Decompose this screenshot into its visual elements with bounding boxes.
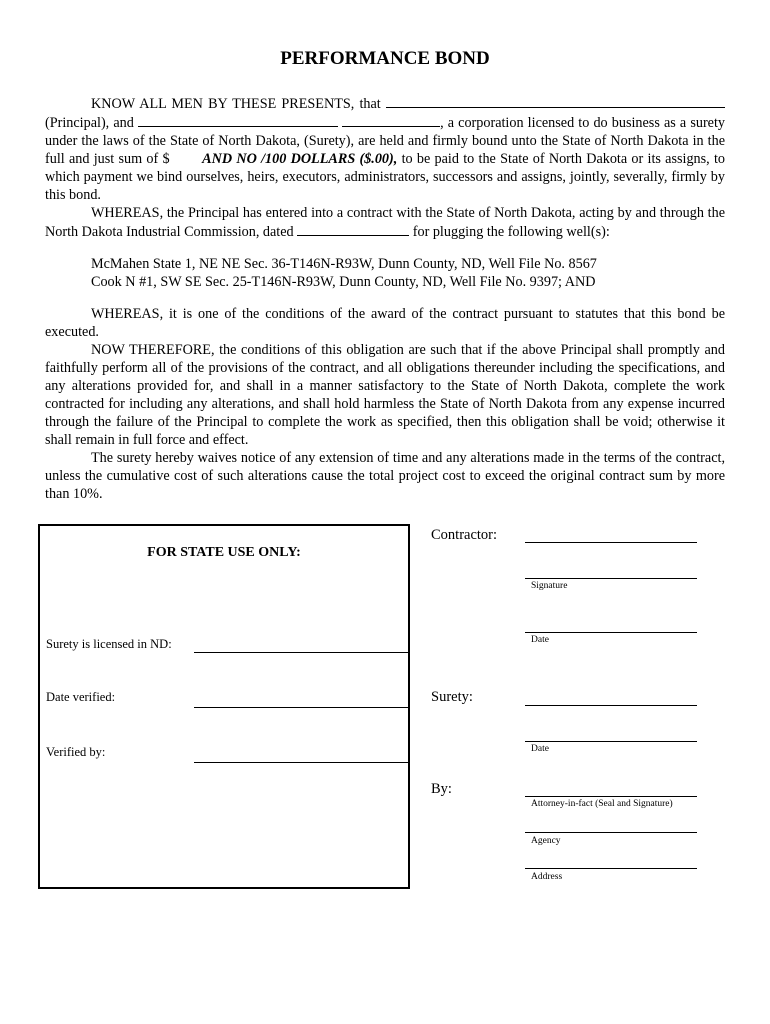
signature-caption: Signature	[531, 581, 568, 591]
surety-date-field[interactable]	[525, 741, 697, 742]
surety-label: Surety:	[431, 689, 473, 705]
surety-name-field[interactable]	[525, 705, 697, 706]
document-title: PERFORMANCE BOND	[280, 48, 490, 69]
paragraph-now-therefore: NOW THEREFORE, the conditions of this obligation are such that if the above Principal shall promptly and faithfully perform all of the provisions of the contract, and all obligations thereunder including the specifications, and any alterations provided for, and shall in a manner satisfactory to the State of North Dakota, complete the work contracted for including any alterations, and shall hold harmless the State of North Dakota from any expense incurred through the failure of the Principal to complete the work as specified, then this obligation shall be void; otherwise it shall remain in full force and effect.	[45, 342, 725, 448]
state-use-title: FOR STATE USE ONLY:	[147, 545, 301, 560]
paragraph-parties	[45, 94, 725, 204]
contractor-name-field[interactable]	[525, 542, 697, 543]
surety-clause-text: , a corporation licensed to do business as a surety under the laws of the State of North Dakota, (Surety), are held and firmly bound unto the State of North Dakota in the full and just sum of $	[45, 115, 725, 167]
contractor-date-field[interactable]	[525, 632, 697, 633]
wells-list	[91, 255, 725, 291]
verified-by-label: Verified by:	[46, 745, 106, 759]
principal-label-text: (Principal), and	[45, 115, 134, 131]
address-caption: Address	[531, 872, 563, 882]
attorney-in-fact-field[interactable]	[525, 796, 697, 797]
paragraph-surety-waiver: The surety hereby waives notice of any extension of time and any alterations made in the terms of the contract, unless the cumulative cost of such alterations cause the total project cost to exceed the original contract sum by more than 10%.	[45, 450, 725, 502]
by-label: By:	[431, 781, 452, 797]
attorney-in-fact-caption: Attorney-in-fact (Seal and Signature)	[531, 799, 673, 809]
date-verified-field[interactable]	[194, 707, 408, 708]
surety-licensed-label: Surety is licensed in ND:	[46, 637, 172, 651]
verified-by-field[interactable]	[194, 762, 408, 763]
date-caption: Date	[531, 744, 549, 754]
surety-name-blank-continued[interactable]	[342, 113, 440, 127]
wells-intro-text: for plugging the following well(s):	[412, 224, 610, 240]
paragraph-whereas-condition: WHEREAS, it is one of the conditions of the award of the contract pursuant to statutes that this bond be executed.	[45, 306, 725, 340]
contractor-signature-field[interactable]	[525, 578, 697, 579]
address-field[interactable]	[525, 868, 697, 869]
date-verified-label: Date verified:	[46, 690, 116, 704]
state-use-only-box	[38, 524, 410, 889]
principal-name-blank-continued[interactable]	[591, 94, 725, 108]
payment-clause-text: to be paid to the State of North Dakota or its assigns, to which payment we bind ourselves, heirs, executors, administrators, successors and assigns, jointly, severally, firmly by this bond.	[45, 151, 726, 203]
contract-date-blank[interactable]	[297, 222, 409, 236]
well-item: McMahen State 1, NE NE Sec. 36-T146N-R93W, Dunn County, ND, Well File No. 8567	[91, 256, 597, 272]
surety-name-blank[interactable]	[138, 113, 338, 127]
contractor-label: Contractor:	[431, 527, 498, 543]
date-caption: Date	[531, 635, 549, 645]
surety-licensed-field[interactable]	[194, 652, 408, 653]
dollars-amount-text: AND NO /100 DOLLARS ($.00),	[202, 151, 398, 167]
paragraph-whereas-contract	[45, 204, 725, 241]
agency-caption: Agency	[531, 836, 561, 846]
well-item: Cook N #1, SW SE Sec. 25-T146N-R93W, Dunn County, ND, Well File No. 9397; AND	[91, 274, 596, 290]
bond-body	[45, 94, 725, 503]
agency-field[interactable]	[525, 832, 697, 833]
parties-intro-text: KNOW ALL MEN BY THESE PRESENTS, that	[91, 96, 381, 112]
contract-clause-text: WHEREAS, the Principal has entered into a contract with the State of North Dakota, acting by and through the North Dakota Industrial Commission, dated	[45, 205, 725, 240]
